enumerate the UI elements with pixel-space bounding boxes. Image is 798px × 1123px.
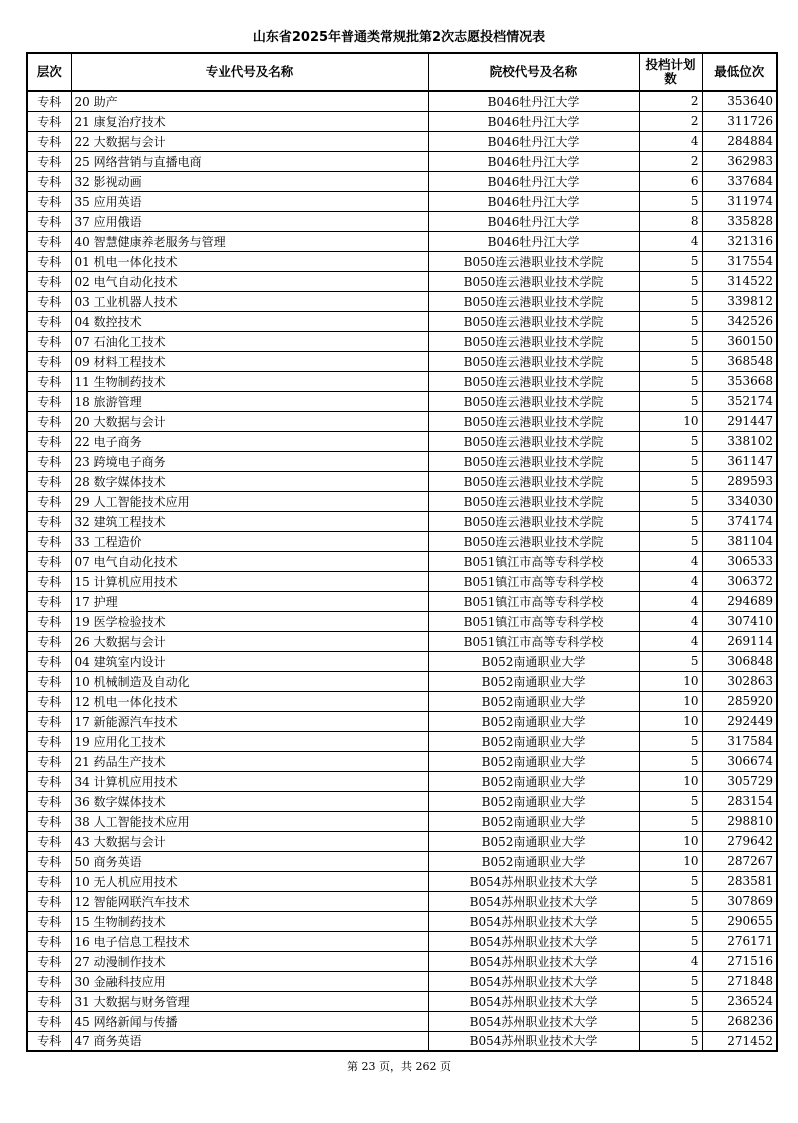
table-row bbox=[27, 691, 777, 711]
table-row bbox=[27, 651, 777, 671]
header-plan-text: 投档计划数 bbox=[645, 57, 696, 86]
school-cell: B050连云港职业技术学院 bbox=[428, 331, 639, 351]
level-cell: 专科 bbox=[27, 151, 71, 171]
school-cell: B046牡丹江大学 bbox=[428, 131, 639, 151]
page-footer: 第 23 页，共 262 页 bbox=[347, 1060, 451, 1073]
school-cell: B052南通职业大学 bbox=[428, 751, 639, 771]
rank-cell: 271848 bbox=[702, 971, 777, 991]
school-cell: B050连云港职业技术学院 bbox=[428, 471, 639, 491]
rank-cell: 302863 bbox=[702, 671, 777, 691]
major-cell: 11 生物制药技术 bbox=[71, 371, 428, 391]
major-cell: 36 数字媒体技术 bbox=[71, 791, 428, 811]
major-cell: 19 应用化工技术 bbox=[71, 731, 428, 751]
school-cell: B052南通职业大学 bbox=[428, 691, 639, 711]
table-row bbox=[27, 111, 777, 131]
table-row bbox=[27, 451, 777, 471]
level-cell: 专科 bbox=[27, 431, 71, 451]
major-cell: 28 数字媒体技术 bbox=[71, 471, 428, 491]
major-cell: 12 机电一体化技术 bbox=[71, 691, 428, 711]
plan-cell: 5 bbox=[639, 511, 702, 531]
table-row bbox=[27, 731, 777, 751]
table-row bbox=[27, 351, 777, 371]
level-cell: 专科 bbox=[27, 1031, 71, 1051]
table-row bbox=[27, 171, 777, 191]
level-cell: 专科 bbox=[27, 851, 71, 871]
table-row bbox=[27, 551, 777, 571]
plan-cell: 5 bbox=[639, 971, 702, 991]
table-row bbox=[27, 671, 777, 691]
school-cell: B052南通职业大学 bbox=[428, 711, 639, 731]
level-cell: 专科 bbox=[27, 191, 71, 211]
level-cell: 专科 bbox=[27, 271, 71, 291]
plan-cell: 10 bbox=[639, 691, 702, 711]
school-cell: B054苏州职业技术大学 bbox=[428, 871, 639, 891]
plan-cell: 4 bbox=[639, 611, 702, 631]
rank-cell: 283154 bbox=[702, 791, 777, 811]
plan-cell: 4 bbox=[639, 951, 702, 971]
level-cell: 专科 bbox=[27, 831, 71, 851]
major-cell: 31 大数据与财务管理 bbox=[71, 991, 428, 1011]
rank-cell: 283581 bbox=[702, 871, 777, 891]
plan-cell: 10 bbox=[639, 411, 702, 431]
rank-cell: 285920 bbox=[702, 691, 777, 711]
major-cell: 16 电子信息工程技术 bbox=[71, 931, 428, 951]
major-cell: 01 机电一体化技术 bbox=[71, 251, 428, 271]
major-cell: 20 助产 bbox=[71, 91, 428, 111]
rank-cell: 298810 bbox=[702, 811, 777, 831]
rank-cell: 317584 bbox=[702, 731, 777, 751]
major-cell: 20 大数据与会计 bbox=[71, 411, 428, 431]
school-cell: B046牡丹江大学 bbox=[428, 111, 639, 131]
level-cell: 专科 bbox=[27, 791, 71, 811]
rank-cell: 306533 bbox=[702, 551, 777, 571]
table-row bbox=[27, 291, 777, 311]
major-cell: 15 计算机应用技术 bbox=[71, 571, 428, 591]
plan-cell: 10 bbox=[639, 851, 702, 871]
table-body bbox=[27, 91, 777, 1051]
plan-cell: 5 bbox=[639, 651, 702, 671]
school-cell: B050连云港职业技术学院 bbox=[428, 491, 639, 511]
level-cell: 专科 bbox=[27, 591, 71, 611]
school-cell: B054苏州职业技术大学 bbox=[428, 1031, 639, 1051]
major-cell: 32 影视动画 bbox=[71, 171, 428, 191]
plan-cell: 10 bbox=[639, 711, 702, 731]
plan-cell: 5 bbox=[639, 731, 702, 751]
plan-cell: 5 bbox=[639, 271, 702, 291]
level-cell: 专科 bbox=[27, 131, 71, 151]
major-cell: 12 智能网联汽车技术 bbox=[71, 891, 428, 911]
level-cell: 专科 bbox=[27, 611, 71, 631]
plan-cell: 5 bbox=[639, 351, 702, 371]
table-row bbox=[27, 371, 777, 391]
table-row bbox=[27, 431, 777, 451]
rank-cell: 279642 bbox=[702, 831, 777, 851]
major-cell: 30 金融科技应用 bbox=[71, 971, 428, 991]
admission-table bbox=[26, 52, 778, 1052]
table-row bbox=[27, 411, 777, 431]
level-cell: 专科 bbox=[27, 951, 71, 971]
table-row bbox=[27, 951, 777, 971]
school-cell: B054苏州职业技术大学 bbox=[428, 911, 639, 931]
plan-cell: 10 bbox=[639, 671, 702, 691]
school-cell: B054苏州职业技术大学 bbox=[428, 931, 639, 951]
page-title: 山东省2025年普通类常规批第2次志愿投档情况表 bbox=[252, 30, 546, 45]
level-cell: 专科 bbox=[27, 691, 71, 711]
plan-cell: 5 bbox=[639, 751, 702, 771]
plan-cell: 5 bbox=[639, 1031, 702, 1051]
header-school: 院校代号及名称 bbox=[428, 53, 639, 91]
rank-cell: 338102 bbox=[702, 431, 777, 451]
school-cell: B051镇江市高等专科学校 bbox=[428, 591, 639, 611]
rank-cell: 353640 bbox=[702, 91, 777, 111]
plan-cell: 5 bbox=[639, 911, 702, 931]
major-cell: 33 工程造价 bbox=[71, 531, 428, 551]
plan-cell: 5 bbox=[639, 291, 702, 311]
major-cell: 37 应用俄语 bbox=[71, 211, 428, 231]
table-row bbox=[27, 971, 777, 991]
table-row bbox=[27, 751, 777, 771]
major-cell: 26 大数据与会计 bbox=[71, 631, 428, 651]
school-cell: B050连云港职业技术学院 bbox=[428, 451, 639, 471]
table-row bbox=[27, 831, 777, 851]
plan-cell: 5 bbox=[639, 1011, 702, 1031]
level-cell: 专科 bbox=[27, 511, 71, 531]
rank-cell: 311726 bbox=[702, 111, 777, 131]
major-cell: 47 商务英语 bbox=[71, 1031, 428, 1051]
rank-cell: 292449 bbox=[702, 711, 777, 731]
table-row bbox=[27, 471, 777, 491]
level-cell: 专科 bbox=[27, 111, 71, 131]
rank-cell: 294689 bbox=[702, 591, 777, 611]
school-cell: B054苏州职业技术大学 bbox=[428, 1011, 639, 1031]
table-row bbox=[27, 891, 777, 911]
school-cell: B050连云港职业技术学院 bbox=[428, 511, 639, 531]
plan-cell: 4 bbox=[639, 231, 702, 251]
table-row bbox=[27, 131, 777, 151]
major-cell: 10 无人机应用技术 bbox=[71, 871, 428, 891]
rank-cell: 339812 bbox=[702, 291, 777, 311]
level-cell: 专科 bbox=[27, 551, 71, 571]
rank-cell: 268236 bbox=[702, 1011, 777, 1031]
major-cell: 10 机械制造及自动化 bbox=[71, 671, 428, 691]
level-cell: 专科 bbox=[27, 731, 71, 751]
rank-cell: 335828 bbox=[702, 211, 777, 231]
rank-cell: 236524 bbox=[702, 991, 777, 1011]
plan-cell: 4 bbox=[639, 591, 702, 611]
rank-cell: 276171 bbox=[702, 931, 777, 951]
header-major: 专业代号及名称 bbox=[71, 53, 428, 91]
plan-cell: 10 bbox=[639, 831, 702, 851]
major-cell: 21 康复治疗技术 bbox=[71, 111, 428, 131]
table-row bbox=[27, 931, 777, 951]
school-cell: B054苏州职业技术大学 bbox=[428, 891, 639, 911]
school-cell: B052南通职业大学 bbox=[428, 731, 639, 751]
level-cell: 专科 bbox=[27, 291, 71, 311]
major-cell: 35 应用英语 bbox=[71, 191, 428, 211]
rank-cell: 305729 bbox=[702, 771, 777, 791]
level-cell: 专科 bbox=[27, 711, 71, 731]
table-row bbox=[27, 571, 777, 591]
table-row bbox=[27, 631, 777, 651]
level-cell: 专科 bbox=[27, 351, 71, 371]
level-cell: 专科 bbox=[27, 871, 71, 891]
school-cell: B052南通职业大学 bbox=[428, 671, 639, 691]
table-row bbox=[27, 771, 777, 791]
plan-cell: 5 bbox=[639, 891, 702, 911]
school-cell: B050连云港职业技术学院 bbox=[428, 371, 639, 391]
plan-cell: 4 bbox=[639, 131, 702, 151]
plan-cell: 8 bbox=[639, 211, 702, 231]
rank-cell: 287267 bbox=[702, 851, 777, 871]
school-cell: B050连云港职业技术学院 bbox=[428, 311, 639, 331]
level-cell: 专科 bbox=[27, 911, 71, 931]
major-cell: 04 建筑室内设计 bbox=[71, 651, 428, 671]
major-cell: 07 电气自动化技术 bbox=[71, 551, 428, 571]
table-row bbox=[27, 271, 777, 291]
table-row bbox=[27, 851, 777, 871]
school-cell: B050连云港职业技术学院 bbox=[428, 411, 639, 431]
major-cell: 25 网络营销与直播电商 bbox=[71, 151, 428, 171]
level-cell: 专科 bbox=[27, 371, 71, 391]
rank-cell: 307410 bbox=[702, 611, 777, 631]
level-cell: 专科 bbox=[27, 891, 71, 911]
plan-cell: 4 bbox=[639, 571, 702, 591]
level-cell: 专科 bbox=[27, 751, 71, 771]
rank-cell: 334030 bbox=[702, 491, 777, 511]
table-row bbox=[27, 251, 777, 271]
table-row bbox=[27, 871, 777, 891]
table-row bbox=[27, 211, 777, 231]
school-cell: B046牡丹江大学 bbox=[428, 151, 639, 171]
major-cell: 09 材料工程技术 bbox=[71, 351, 428, 371]
table-row bbox=[27, 311, 777, 331]
major-cell: 32 建筑工程技术 bbox=[71, 511, 428, 531]
plan-cell: 2 bbox=[639, 151, 702, 171]
rank-cell: 337684 bbox=[702, 171, 777, 191]
plan-cell: 5 bbox=[639, 331, 702, 351]
table-row bbox=[27, 191, 777, 211]
rank-cell: 311974 bbox=[702, 191, 777, 211]
header-level: 层次 bbox=[27, 53, 71, 91]
major-cell: 15 生物制药技术 bbox=[71, 911, 428, 931]
plan-cell: 2 bbox=[639, 91, 702, 111]
plan-cell: 5 bbox=[639, 491, 702, 511]
level-cell: 专科 bbox=[27, 1011, 71, 1031]
rank-cell: 306674 bbox=[702, 751, 777, 771]
table-row bbox=[27, 811, 777, 831]
rank-cell: 284884 bbox=[702, 131, 777, 151]
rank-cell: 314522 bbox=[702, 271, 777, 291]
level-cell: 专科 bbox=[27, 331, 71, 351]
major-cell: 22 电子商务 bbox=[71, 431, 428, 451]
table-row bbox=[27, 511, 777, 531]
plan-cell: 5 bbox=[639, 991, 702, 1011]
level-cell: 专科 bbox=[27, 491, 71, 511]
major-cell: 29 人工智能技术应用 bbox=[71, 491, 428, 511]
level-cell: 专科 bbox=[27, 651, 71, 671]
table-row bbox=[27, 151, 777, 171]
plan-cell: 4 bbox=[639, 631, 702, 651]
table-row bbox=[27, 791, 777, 811]
school-cell: B050连云港职业技术学院 bbox=[428, 431, 639, 451]
rank-cell: 381104 bbox=[702, 531, 777, 551]
rank-cell: 269114 bbox=[702, 631, 777, 651]
major-cell: 02 电气自动化技术 bbox=[71, 271, 428, 291]
school-cell: B046牡丹江大学 bbox=[428, 211, 639, 231]
level-cell: 专科 bbox=[27, 251, 71, 271]
level-cell: 专科 bbox=[27, 91, 71, 111]
school-cell: B054苏州职业技术大学 bbox=[428, 991, 639, 1011]
plan-cell: 5 bbox=[639, 431, 702, 451]
school-cell: B046牡丹江大学 bbox=[428, 191, 639, 211]
rank-cell: 353668 bbox=[702, 371, 777, 391]
level-cell: 专科 bbox=[27, 571, 71, 591]
major-cell: 19 医学检验技术 bbox=[71, 611, 428, 631]
major-cell: 21 药品生产技术 bbox=[71, 751, 428, 771]
level-cell: 专科 bbox=[27, 451, 71, 471]
school-cell: B052南通职业大学 bbox=[428, 791, 639, 811]
plan-cell: 5 bbox=[639, 531, 702, 551]
rank-cell: 271516 bbox=[702, 951, 777, 971]
school-cell: B050连云港职业技术学院 bbox=[428, 391, 639, 411]
level-cell: 专科 bbox=[27, 991, 71, 1011]
level-cell: 专科 bbox=[27, 811, 71, 831]
table-row bbox=[27, 591, 777, 611]
school-cell: B052南通职业大学 bbox=[428, 831, 639, 851]
table-row bbox=[27, 711, 777, 731]
rank-cell: 368548 bbox=[702, 351, 777, 371]
major-cell: 22 大数据与会计 bbox=[71, 131, 428, 151]
rank-cell: 306372 bbox=[702, 571, 777, 591]
rank-cell: 321316 bbox=[702, 231, 777, 251]
school-cell: B052南通职业大学 bbox=[428, 651, 639, 671]
school-cell: B050连云港职业技术学院 bbox=[428, 351, 639, 371]
school-cell: B051镇江市高等专科学校 bbox=[428, 551, 639, 571]
major-cell: 34 计算机应用技术 bbox=[71, 771, 428, 791]
plan-cell: 5 bbox=[639, 391, 702, 411]
level-cell: 专科 bbox=[27, 971, 71, 991]
plan-cell: 5 bbox=[639, 311, 702, 331]
rank-cell: 289593 bbox=[702, 471, 777, 491]
plan-cell: 5 bbox=[639, 371, 702, 391]
plan-cell: 5 bbox=[639, 471, 702, 491]
rank-cell: 291447 bbox=[702, 411, 777, 431]
rank-cell: 362983 bbox=[702, 151, 777, 171]
level-cell: 专科 bbox=[27, 771, 71, 791]
header-plan bbox=[639, 53, 702, 91]
major-cell: 43 大数据与会计 bbox=[71, 831, 428, 851]
rank-cell: 306848 bbox=[702, 651, 777, 671]
plan-cell: 6 bbox=[639, 171, 702, 191]
level-cell: 专科 bbox=[27, 311, 71, 331]
level-cell: 专科 bbox=[27, 471, 71, 491]
level-cell: 专科 bbox=[27, 171, 71, 191]
major-cell: 45 网络新闻与传播 bbox=[71, 1011, 428, 1031]
header-rank: 最低位次 bbox=[702, 53, 777, 91]
plan-cell: 5 bbox=[639, 451, 702, 471]
major-cell: 17 新能源汽车技术 bbox=[71, 711, 428, 731]
school-cell: B046牡丹江大学 bbox=[428, 171, 639, 191]
table-row bbox=[27, 611, 777, 631]
plan-cell: 5 bbox=[639, 191, 702, 211]
rank-cell: 352174 bbox=[702, 391, 777, 411]
school-cell: B052南通职业大学 bbox=[428, 771, 639, 791]
table-row bbox=[27, 991, 777, 1011]
plan-cell: 5 bbox=[639, 931, 702, 951]
level-cell: 专科 bbox=[27, 211, 71, 231]
major-cell: 03 工业机器人技术 bbox=[71, 291, 428, 311]
major-cell: 07 石油化工技术 bbox=[71, 331, 428, 351]
plan-cell: 10 bbox=[639, 771, 702, 791]
level-cell: 专科 bbox=[27, 231, 71, 251]
table-row bbox=[27, 331, 777, 351]
major-cell: 04 数控技术 bbox=[71, 311, 428, 331]
school-cell: B051镇江市高等专科学校 bbox=[428, 571, 639, 591]
major-cell: 23 跨境电子商务 bbox=[71, 451, 428, 471]
rank-cell: 342526 bbox=[702, 311, 777, 331]
level-cell: 专科 bbox=[27, 931, 71, 951]
level-cell: 专科 bbox=[27, 391, 71, 411]
major-cell: 40 智慧健康养老服务与管理 bbox=[71, 231, 428, 251]
school-cell: B052南通职业大学 bbox=[428, 851, 639, 871]
plan-cell: 5 bbox=[639, 871, 702, 891]
school-cell: B050连云港职业技术学院 bbox=[428, 251, 639, 271]
rank-cell: 361147 bbox=[702, 451, 777, 471]
plan-cell: 2 bbox=[639, 111, 702, 131]
level-cell: 专科 bbox=[27, 531, 71, 551]
rank-cell: 374174 bbox=[702, 511, 777, 531]
plan-cell: 5 bbox=[639, 251, 702, 271]
school-cell: B050连云港职业技术学院 bbox=[428, 531, 639, 551]
major-cell: 27 动漫制作技术 bbox=[71, 951, 428, 971]
plan-cell: 5 bbox=[639, 791, 702, 811]
table-row bbox=[27, 911, 777, 931]
plan-cell: 5 bbox=[639, 811, 702, 831]
rank-cell: 360150 bbox=[702, 331, 777, 351]
school-cell: B054苏州职业技术大学 bbox=[428, 971, 639, 991]
rank-cell: 290655 bbox=[702, 911, 777, 931]
major-cell: 50 商务英语 bbox=[71, 851, 428, 871]
table-row bbox=[27, 491, 777, 511]
table-row bbox=[27, 231, 777, 251]
rank-cell: 307869 bbox=[702, 891, 777, 911]
table-row bbox=[27, 531, 777, 551]
school-cell: B051镇江市高等专科学校 bbox=[428, 631, 639, 651]
table-row bbox=[27, 1011, 777, 1031]
school-cell: B046牡丹江大学 bbox=[428, 91, 639, 111]
major-cell: 38 人工智能技术应用 bbox=[71, 811, 428, 831]
major-cell: 18 旅游管理 bbox=[71, 391, 428, 411]
table-header-row bbox=[27, 53, 777, 91]
school-cell: B050连云港职业技术学院 bbox=[428, 271, 639, 291]
level-cell: 专科 bbox=[27, 671, 71, 691]
school-cell: B046牡丹江大学 bbox=[428, 231, 639, 251]
major-cell: 17 护理 bbox=[71, 591, 428, 611]
table-row bbox=[27, 391, 777, 411]
school-cell: B050连云港职业技术学院 bbox=[428, 291, 639, 311]
rank-cell: 271452 bbox=[702, 1031, 777, 1051]
level-cell: 专科 bbox=[27, 631, 71, 651]
school-cell: B051镇江市高等专科学校 bbox=[428, 611, 639, 631]
table-row bbox=[27, 1031, 777, 1051]
plan-cell: 4 bbox=[639, 551, 702, 571]
table-row bbox=[27, 91, 777, 111]
school-cell: B052南通职业大学 bbox=[428, 811, 639, 831]
level-cell: 专科 bbox=[27, 411, 71, 431]
rank-cell: 317554 bbox=[702, 251, 777, 271]
school-cell: B054苏州职业技术大学 bbox=[428, 951, 639, 971]
